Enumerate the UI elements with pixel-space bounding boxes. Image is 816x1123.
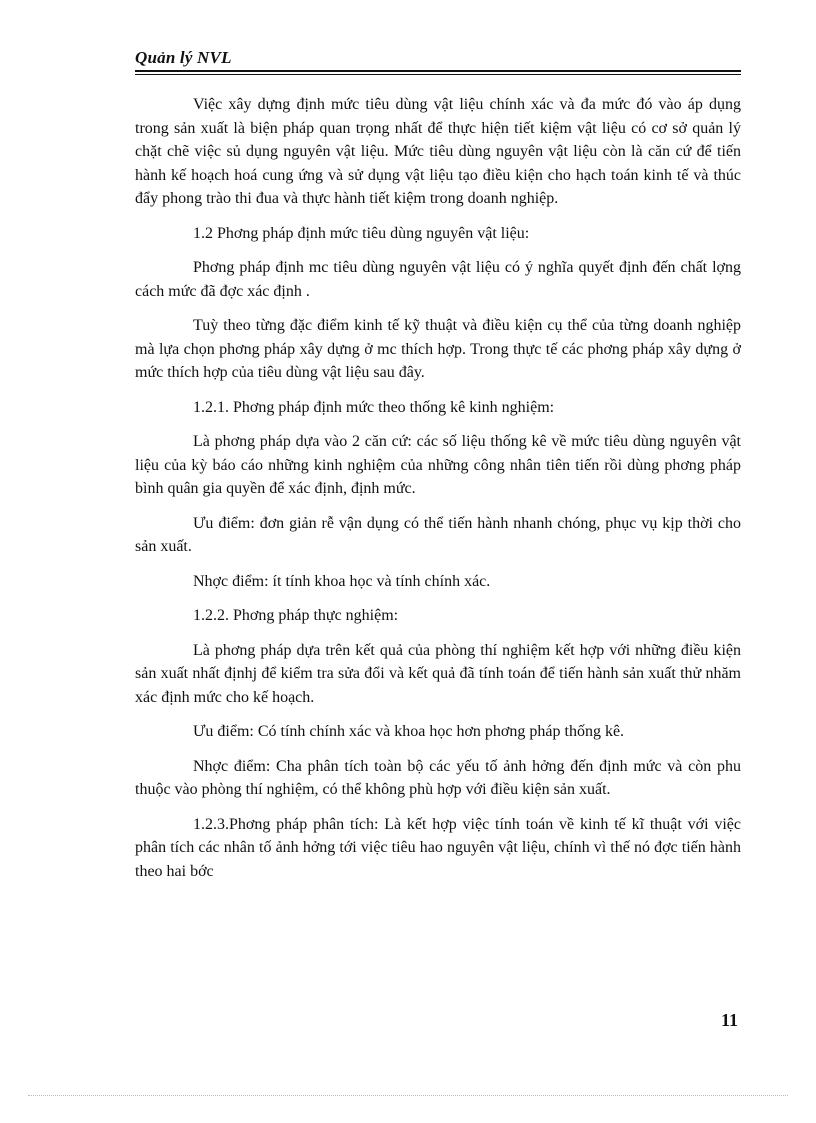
header-rule-thick — [135, 70, 741, 72]
section-heading-1-2: 1.2 Phơng pháp định mức tiêu dùng nguyên vật liệu: — [193, 224, 530, 242]
page-number: 11 — [720, 1010, 738, 1030]
paragraph-advantages: Ưu điểm: đơn giản rễ vận dụng có thể tiến hành nhanh chóng, phục vụ kịp thời cho sản xuất. — [135, 514, 741, 555]
paragraph: Phơng pháp định mc tiêu dùng nguyên vật liệu có ý nghĩa quyết định đến chất lợng cách mức đã đợc xác định . — [135, 259, 741, 300]
paragraph-advantages: Ưu điểm: Có tính chính xác và khoa học hơn phơng pháp thống kê. — [193, 723, 625, 740]
section-heading-1-2-2: 1.2.2. Phơng pháp thực nghiệm: — [193, 607, 399, 624]
section-heading-1-2-3: 1.2.3.Phơng pháp phân tích: Là kết hợp việc tính toán về kinh tế kĩ thuật với việc phân tích các nhân tố ảnh hởng tới việc tiêu hao nguyên vật liệu, chính vì thế nó đợc tiến hành theo hai bớc — [135, 815, 741, 880]
footer-dotted-line — [28, 1095, 788, 1096]
running-header-title: Quản lý NVL — [135, 48, 232, 67]
header-rule-thin — [135, 74, 741, 75]
paragraph: Tuỳ theo từng đặc điểm kinh tế kỹ thuật và điều kiện cụ thể của từng doanh nghiệp mà lựa chọn phơng pháp xây dựng ở mc thích hợp. Trong thực tế các phơng pháp xây dựng ở mức thích hợp của tiêu dùng vật liệu sau đây. — [135, 317, 741, 381]
paragraph-disadvantages: Nhợc điểm: Cha phân tích toàn bộ các yếu tố ảnh hởng đến định mức và còn phu thuộc vào phòng thí nghiệm, có thể không phù hợp với điều kiện sản xuất. — [135, 757, 741, 798]
section-heading-1-2-1: 1.2.1. Phơng pháp định mức theo thống kê kinh nghiệm: — [193, 398, 555, 416]
paragraph: Là phơng pháp dựa trên kết quả của phòng thí nghiệm kết hợp với những điều kiện sản xuất nhất địnhj để kiểm tra sửa đổi và kết quả đã tính toán để tiến hành sản xuất thử nhăm xác định mức cho kế hoạch. — [135, 641, 741, 706]
paragraph-disadvantages: Nhợc điểm: ít tính khoa học và tính chính xác. — [193, 572, 491, 590]
document-body — [135, 93, 741, 894]
paragraph: Là phơng pháp dựa vào 2 căn cứ: các số liệu thống kê về mức tiêu dùng nguyên vật liệu của kỳ báo cáo những kinh nghiệm của những công nhân tiên tiến rồi dùng phơng pháp bình quân gia quyền để xác định, định mức. — [135, 433, 741, 497]
paragraph-intro: Việc xây dựng định mức tiêu dùng vật liệu chính xác và đa mức đó vào áp dụng trong sản xuất là biện pháp quan trọng nhất để thực hiện tiết kiệm vật liệu có cơ sở quản lý chặt chẽ việc sủ dụng nguyên vật liệu. Mức tiêu dùng nguyên vật liệu còn là căn cứ để tiến hành kế hoạch hoá cung ứng và sử dụng vật liệu tạo điều kiện cho hạch toán kinh tế và thúc đẩy phong trào thi đua và thực hành tiết kiệm trong doanh nghiệp. — [135, 96, 741, 207]
